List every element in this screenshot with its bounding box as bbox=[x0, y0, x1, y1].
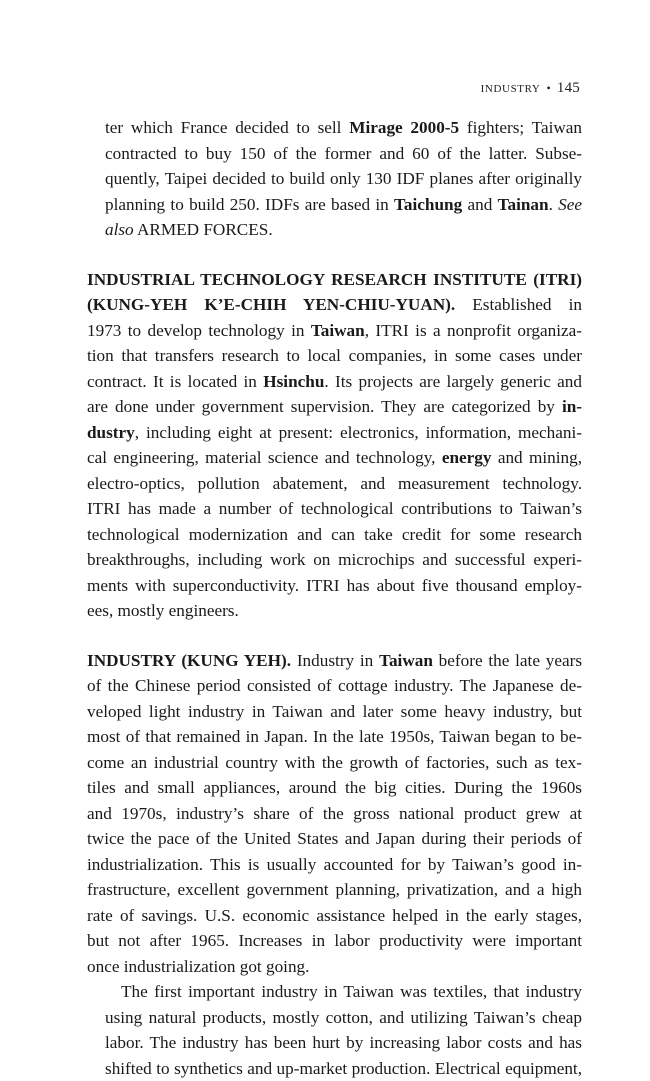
entry-headword: INDUSTRIAL TECHNOLOGY RESEARCH INSTITUTE (ITRI) bbox=[105, 267, 582, 293]
term-industry-a: in- bbox=[562, 397, 582, 416]
term-mirage: Mirage 2000-5 bbox=[349, 118, 459, 137]
text-line: planning to build 250. IDFs are based in Taichung and Tainan. See bbox=[105, 192, 582, 218]
page-number: 145 bbox=[557, 80, 580, 96]
text-line: of the Chinese period consisted of cottage industry. The Japanese de- bbox=[105, 673, 582, 699]
term-hsinchu: Hsinchu bbox=[263, 372, 324, 391]
text-line: contracted to buy 150 of the former and 60 of the latter. Subse- bbox=[105, 141, 582, 167]
body-text bbox=[87, 115, 582, 1081]
entry-industry bbox=[87, 648, 582, 980]
term-taichung: Taichung bbox=[394, 195, 462, 214]
entry-headword: INDUSTRY (KUNG YEH). bbox=[87, 651, 291, 670]
text-line: tiles and small appliances, around the big cities. During the 1960s bbox=[105, 775, 582, 801]
text-line: most of that remained in Japan. In the late 1950s, Taiwan began to be- bbox=[105, 724, 582, 750]
see-also-reference: also bbox=[105, 220, 134, 239]
term-taiwan: Taiwan bbox=[379, 651, 433, 670]
text-line: tion that transfers research to local companies, in some cases under bbox=[105, 343, 582, 369]
text-line: come an industrial country with the growth of factories, such as tex- bbox=[105, 750, 582, 776]
text-line: using natural products, mostly cotton, and utilizing Taiwan’s cheap bbox=[105, 1005, 582, 1031]
paragraph-continuation bbox=[87, 115, 582, 243]
text-line: labor. The industry has been hurt by increasing labor costs and has bbox=[105, 1030, 582, 1056]
text-line: veloped light industry in Taiwan and later some heavy industry, but bbox=[105, 699, 582, 725]
text-line: electro-optics, pollution abatement, and measurement technology. bbox=[105, 471, 582, 497]
entry-itri bbox=[87, 267, 582, 624]
running-head-bullet: • bbox=[546, 81, 550, 95]
text-line: once industrialization got going. bbox=[105, 954, 582, 980]
text-line: INDUSTRY (KUNG YEH). Industry in Taiwan before the late years bbox=[105, 648, 582, 674]
running-head bbox=[481, 80, 580, 97]
term-taiwan: Taiwan bbox=[311, 321, 365, 340]
text-line: The first important industry in Taiwan was textiles, that industry bbox=[105, 979, 582, 1005]
text-line: technological modernization and can take credit for some research bbox=[105, 522, 582, 548]
text-line: (KUNG-YEH K’E-CHIH YEN-CHIU-YUAN). Established in bbox=[105, 292, 582, 318]
text-line: breakthroughs, including work on microchips and successful experi- bbox=[105, 547, 582, 573]
text-line: contract. It is located in Hsinchu. Its projects are largely generic and bbox=[105, 369, 582, 395]
text-line: twice the pace of the United States and Japan during their periods of bbox=[105, 826, 582, 852]
text-line: ees, mostly engineers. bbox=[105, 598, 582, 624]
text-line: ter which France decided to sell Mirage 2000-5 fighters; Taiwan bbox=[105, 115, 582, 141]
see-reference: See bbox=[558, 195, 582, 214]
running-head-section: INDUSTRY bbox=[481, 83, 541, 95]
text-line: cal engineering, material science and technology, energy and mining, bbox=[105, 445, 582, 471]
text-line: and 1970s, industry’s share of the gross national product grew at bbox=[105, 801, 582, 827]
text-line: are done under government supervision. They are categorized by in- bbox=[105, 394, 582, 420]
text-line: shifted to synthetics and up-market production. Electrical equipment, bbox=[105, 1056, 582, 1081]
text-line: quently, Taipei decided to build only 130 IDF planes after originally bbox=[105, 166, 582, 192]
entry-headword-romanized: (KUNG-YEH K’E-CHIH YEN-CHIU-YUAN). bbox=[87, 295, 455, 314]
paragraph-textiles bbox=[87, 979, 582, 1081]
text-line: ments with superconductivity. ITRI has about five thousand employ- bbox=[105, 573, 582, 599]
text-line: ITRI has made a number of technological contributions to Taiwan’s bbox=[105, 496, 582, 522]
text-line: 1973 to develop technology in Taiwan, ITRI is a nonprofit organiza- bbox=[105, 318, 582, 344]
text-line: rate of savings. U.S. economic assistance helped in the early stages, bbox=[105, 903, 582, 929]
text-line: dustry, including eight at present: electronics, information, mechani- bbox=[105, 420, 582, 446]
text-line: also ARMED FORCES. bbox=[105, 217, 582, 243]
text-line: industrialization. This is usually accounted for by Taiwan’s good in- bbox=[105, 852, 582, 878]
text-line: but not after 1965. Increases in labor productivity were important bbox=[105, 928, 582, 954]
text-line: frastructure, excellent government planning, privatization, and a high bbox=[105, 877, 582, 903]
term-industry-b: dustry bbox=[87, 423, 135, 442]
term-tainan: Tainan bbox=[498, 195, 549, 214]
term-energy: energy bbox=[442, 448, 492, 467]
